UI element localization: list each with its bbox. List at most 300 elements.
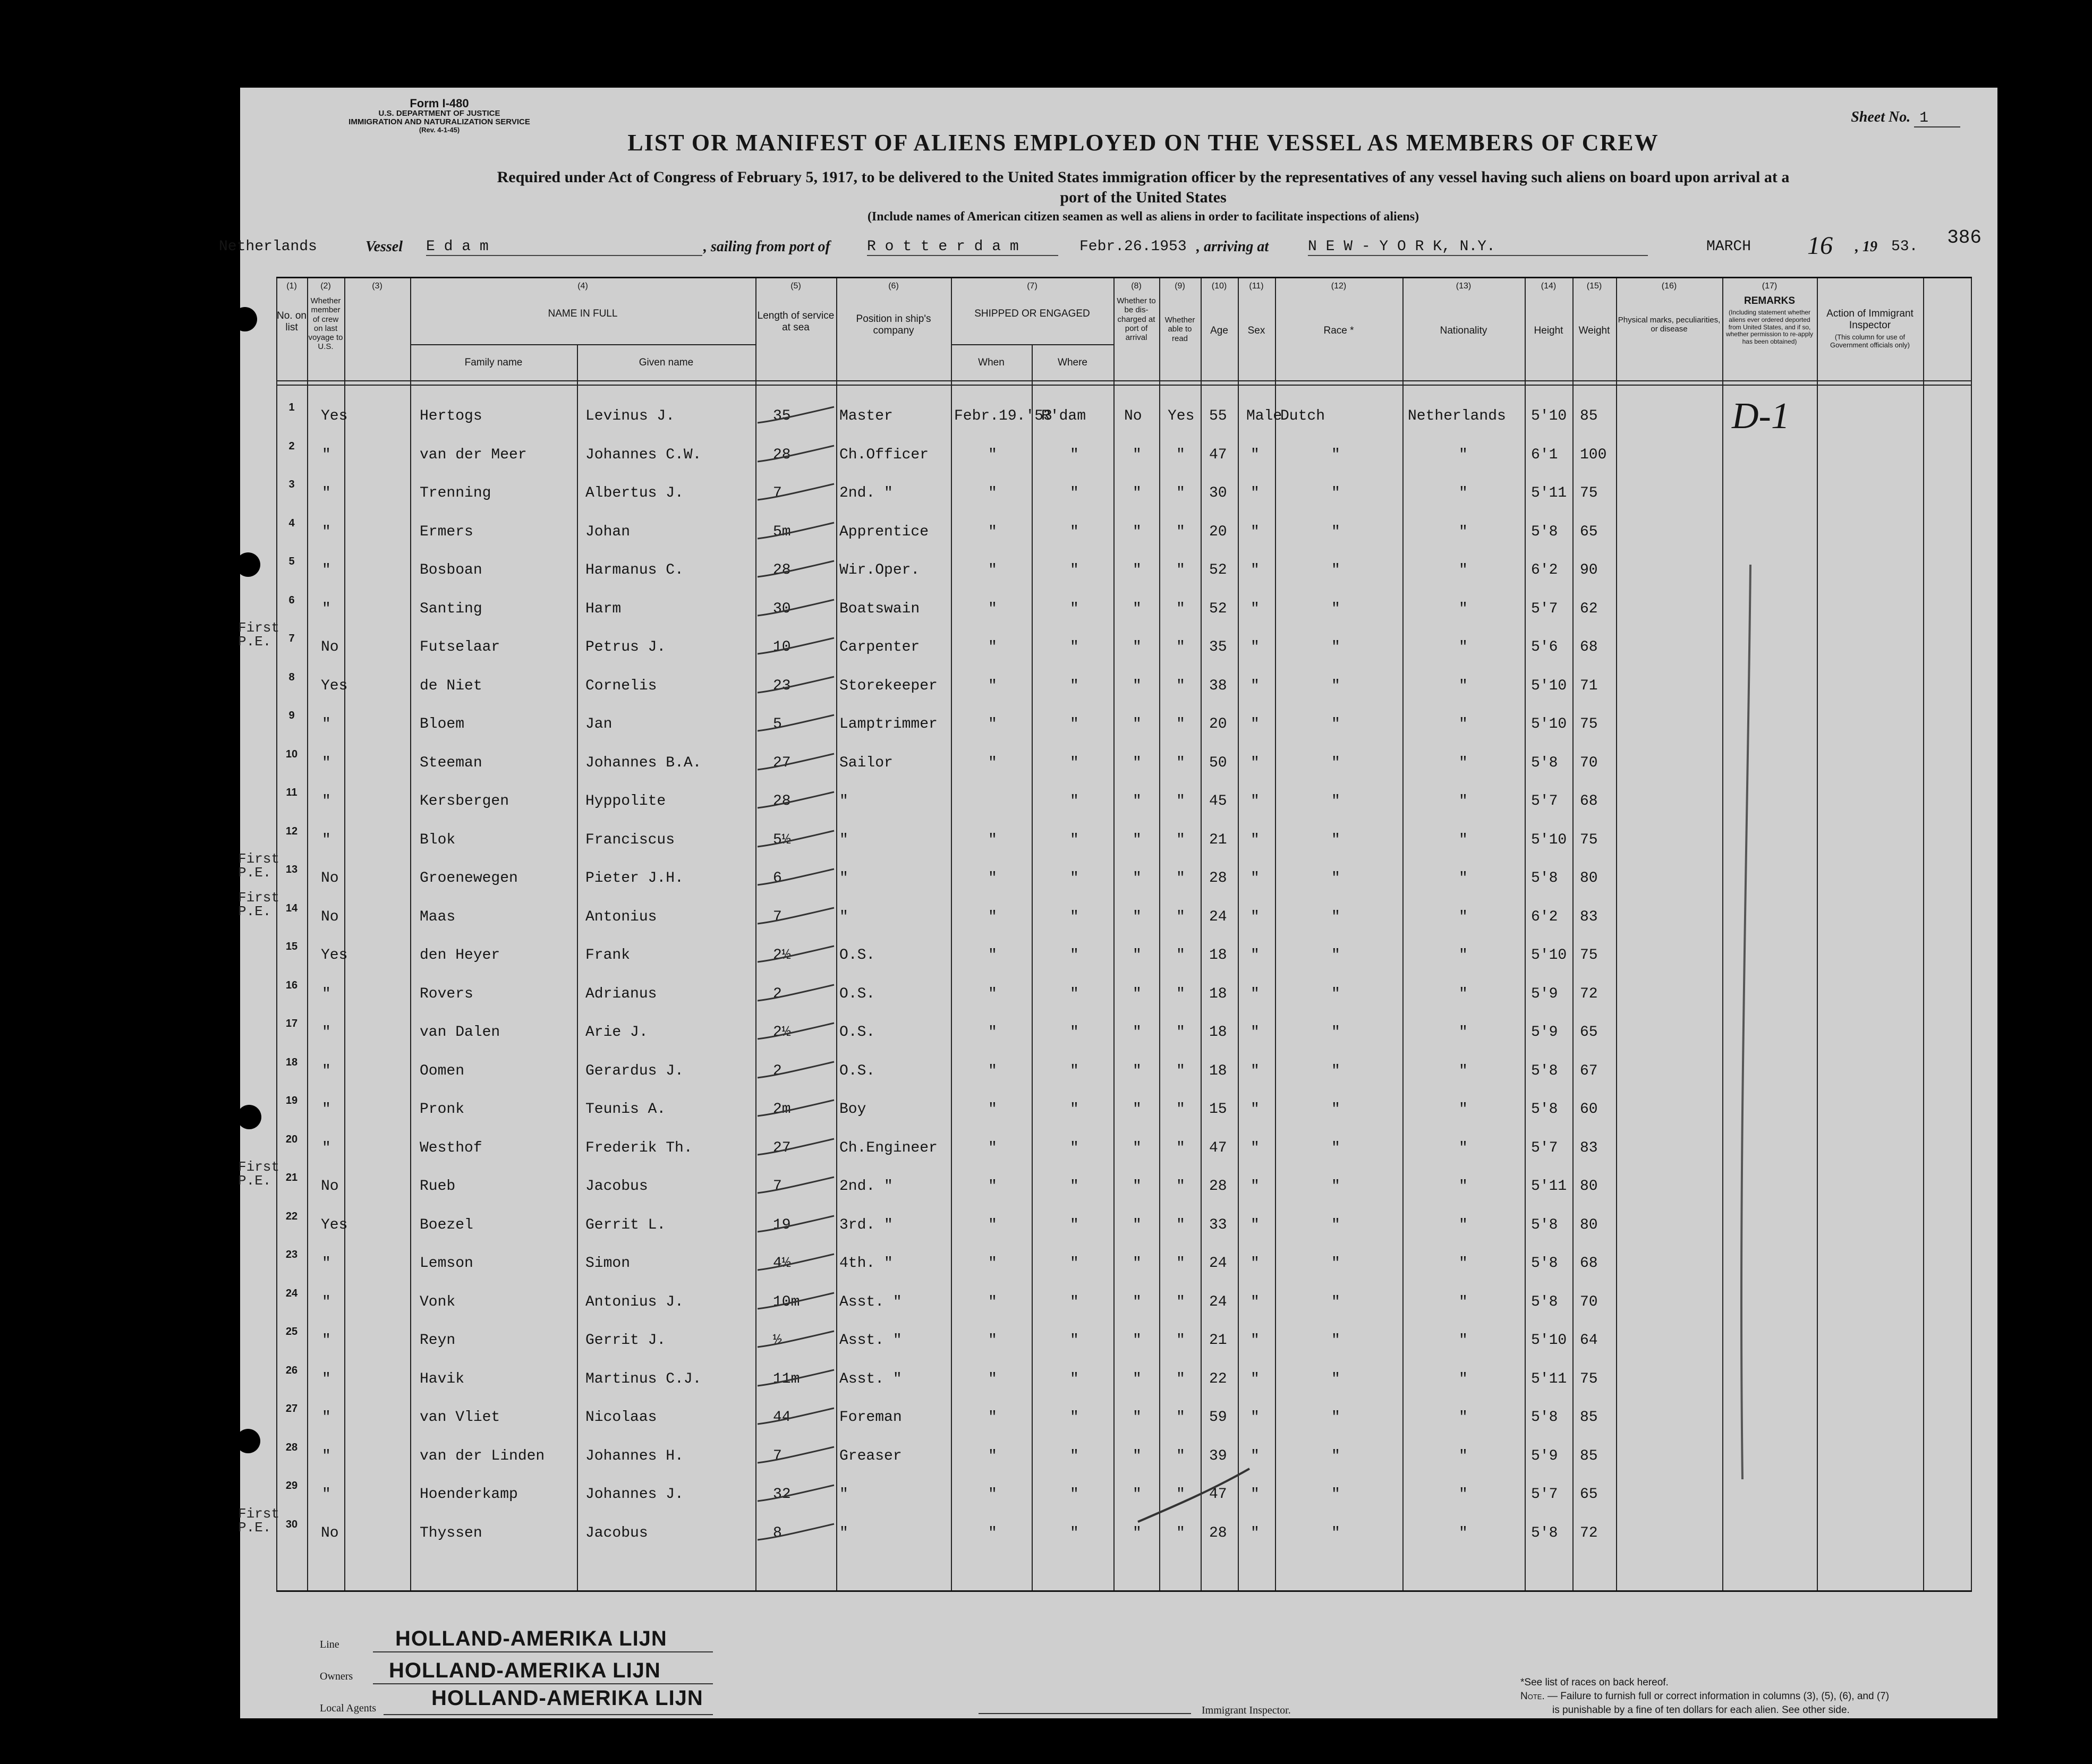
member-cell: Yes (321, 677, 348, 694)
sex-cell: " (1251, 446, 1260, 463)
discharge-cell: " (1133, 523, 1142, 540)
header-length-service: Length of service at sea (757, 310, 835, 333)
member-cell: " (322, 754, 331, 771)
header-member-last-voyage: Whether member of crew on last voyage to U.S. (308, 296, 343, 352)
sex-cell: " (1251, 870, 1260, 887)
nationality-cell: " (1459, 600, 1468, 617)
member-cell: " (322, 716, 331, 732)
col-number: (17) (1762, 282, 1778, 291)
age-cell: 22 (1209, 1370, 1227, 1387)
weight-cell: 64 (1580, 1332, 1598, 1349)
height-cell: 5'7 (1531, 1486, 1558, 1503)
discharge-cell: " (1133, 716, 1142, 732)
family-name-cell: Trenning (420, 485, 491, 501)
position-cell: Asst. " (839, 1332, 902, 1349)
read-cell: " (1176, 485, 1185, 501)
weight-cell: 80 (1580, 1216, 1598, 1233)
agents-value: HOLLAND-AMERIKA LIJN (431, 1686, 703, 1710)
row-number: 16 (285, 979, 298, 991)
age-cell: 33 (1209, 1216, 1227, 1233)
agents-label: Local Agents (320, 1702, 377, 1714)
col-number: (12) (1331, 282, 1347, 291)
discharge-cell: " (1133, 1178, 1142, 1195)
member-cell: " (322, 1370, 331, 1387)
row-number: 8 (288, 671, 295, 683)
sex-cell: " (1251, 793, 1260, 809)
read-cell: " (1176, 1139, 1185, 1156)
given-name-cell: Johan (585, 523, 631, 540)
read-cell: " (1176, 1216, 1185, 1233)
age-cell: 47 (1209, 446, 1227, 463)
weight-cell: 70 (1580, 754, 1598, 771)
read-cell: " (1176, 1293, 1185, 1310)
col-number: (5) (790, 282, 801, 291)
height-cell: 5'10 (1531, 1332, 1567, 1349)
sheet-number-value: 1 (1914, 110, 1960, 127)
shipped-when-cell: " (988, 1216, 997, 1233)
height-cell: 5'8 (1531, 1293, 1558, 1310)
shipped-where-cell: " (1070, 677, 1079, 694)
shipped-when-cell: " (988, 1024, 997, 1041)
weight-cell: 85 (1580, 1447, 1598, 1464)
row-number: 11 (286, 787, 297, 798)
row-number: 29 (285, 1480, 298, 1492)
discharge-cell: " (1133, 1139, 1142, 1156)
service-length-cell: 4½ (773, 1255, 791, 1272)
shipped-when-cell: " (988, 1370, 997, 1387)
sex-cell: " (1251, 639, 1260, 655)
weight-cell: 80 (1580, 870, 1598, 887)
punch-hole (236, 1429, 260, 1453)
race-cell: " (1331, 523, 1340, 540)
shipped-when-cell: " (988, 1486, 997, 1503)
race-cell: " (1331, 1216, 1340, 1233)
col-number: (1) (286, 282, 297, 291)
nationality-cell: " (1459, 1524, 1468, 1541)
given-name-cell: Teunis A. (585, 1101, 666, 1118)
col-number: (10) (1211, 282, 1227, 291)
position-cell: " (839, 831, 848, 848)
family-name-cell: Blok (420, 831, 456, 848)
service-length-cell: 2m (773, 1101, 791, 1118)
family-name-cell: Santing (420, 600, 482, 617)
punch-hole (237, 1105, 261, 1129)
nationality-cell: " (1459, 1178, 1468, 1195)
line-label: Line (320, 1639, 339, 1650)
sex-cell: " (1251, 754, 1260, 771)
discharge-cell: No (1124, 408, 1142, 424)
read-cell: " (1176, 1101, 1185, 1118)
given-name-cell: Harmanus C. (585, 562, 684, 578)
height-cell: 5'8 (1531, 1101, 1558, 1118)
given-name-cell: Harm (585, 600, 622, 617)
weight-cell: 72 (1580, 985, 1598, 1002)
shipped-where-cell: " (1070, 1447, 1079, 1464)
height-cell: 6'1 (1531, 446, 1558, 463)
sex-cell: " (1251, 677, 1260, 694)
discharge-cell: " (1133, 1409, 1142, 1426)
member-cell: No (321, 639, 339, 655)
weight-cell: 60 (1580, 1101, 1598, 1118)
line-underline (373, 1651, 713, 1652)
age-cell: 15 (1209, 1101, 1227, 1118)
vessel-label: Vessel (365, 238, 403, 255)
given-name-cell: Frank (585, 947, 631, 964)
given-name-cell: Petrus J. (585, 639, 666, 655)
shipped-where-cell: " (1070, 1139, 1079, 1156)
header-when: When (978, 357, 1005, 368)
age-cell: 21 (1209, 831, 1227, 848)
height-cell: 5'8 (1531, 1062, 1558, 1079)
header-given-name: Given name (639, 357, 694, 368)
shipped-where-cell: R'dam (1041, 408, 1086, 424)
family-name-cell: Ermers (420, 523, 473, 540)
header-weight: Weight (1578, 325, 1610, 336)
shipped-where-cell: " (1070, 1024, 1079, 1041)
service-length-cell: 8 (773, 1524, 782, 1541)
remarks-mark: D-1 (1732, 396, 1790, 437)
shipped-when-cell: " (988, 677, 997, 694)
member-cell: " (322, 1409, 331, 1426)
col-number: (15) (1586, 282, 1602, 291)
member-cell: " (322, 523, 331, 540)
header-position: Position in ship's company (856, 313, 931, 336)
height-cell: 5'8 (1531, 870, 1558, 887)
first-pe-note: First P.E. (238, 1505, 280, 1536)
age-cell: 18 (1209, 985, 1227, 1002)
race-cell: " (1331, 1062, 1340, 1079)
weight-cell: 75 (1580, 947, 1598, 964)
height-cell: 5'9 (1531, 1447, 1558, 1464)
position-cell: " (839, 908, 848, 925)
note-text-1: — Failure to furnish full or correct information in columns (3), (5), (6), and (7) (1547, 1691, 1890, 1702)
service-length-cell: 5 (773, 716, 782, 732)
shipped-where-cell: " (1070, 1178, 1079, 1195)
row-number: 19 (285, 1095, 298, 1106)
row-number: 23 (285, 1249, 298, 1260)
position-cell: " (839, 1524, 848, 1541)
agents-underline (384, 1714, 713, 1715)
discharge-cell: " (1133, 1024, 1142, 1041)
read-cell: " (1176, 1486, 1185, 1503)
form-revision: (Rev. 4-1-45) (419, 125, 460, 134)
given-name-cell: Levinus J. (585, 408, 675, 424)
position-cell: Wir.Oper. (839, 562, 920, 578)
family-name-cell: Bloem (420, 716, 465, 732)
service-length-cell: 2½ (773, 1024, 791, 1041)
row-number: 2 (288, 440, 295, 452)
height-cell: 5'9 (1531, 1024, 1558, 1041)
position-cell: 3rd. " (839, 1216, 893, 1233)
member-cell: " (322, 793, 331, 809)
shipped-when-cell: " (988, 947, 997, 964)
service-length-cell: 35 (773, 408, 791, 424)
weight-cell: 68 (1580, 793, 1598, 809)
given-name-cell: Johannes J. (585, 1486, 684, 1503)
family-name-cell: Lemson (420, 1255, 473, 1272)
nationality-cell: " (1459, 870, 1468, 887)
position-cell: Carpenter (839, 639, 920, 655)
position-cell: O.S. (839, 985, 875, 1002)
row-number: 25 (285, 1326, 298, 1337)
row-number: 1 (288, 402, 295, 413)
service-length-cell: 28 (773, 562, 791, 578)
shipped-where-cell: " (1070, 1370, 1079, 1387)
row-number: 14 (285, 902, 298, 914)
discharge-cell: " (1133, 600, 1142, 617)
discharge-cell: " (1133, 677, 1142, 694)
shipped-where-cell: " (1070, 985, 1079, 1002)
member-cell: No (321, 1178, 339, 1195)
discharge-cell: " (1133, 1332, 1142, 1349)
position-cell: O.S. (839, 1024, 875, 1041)
weight-cell: 68 (1580, 639, 1598, 655)
note-text-2: is punishable by a fine of ten dollars for each alien. See other side. (1552, 1705, 1850, 1716)
race-cell: " (1331, 985, 1340, 1002)
given-name-cell: Johannes H. (585, 1447, 684, 1464)
height-cell: 5'8 (1531, 1255, 1558, 1272)
subtitle-line-2: port of the United States (1060, 188, 1227, 206)
shipped-where-cell: " (1070, 1101, 1079, 1118)
header-race: Race * (1323, 325, 1354, 336)
discharge-cell: " (1133, 908, 1142, 925)
header-no-on-list: No. on list (277, 310, 307, 333)
read-cell: " (1176, 677, 1185, 694)
member-cell: " (322, 1101, 331, 1118)
sailing-label: , sailing from port of (703, 238, 830, 255)
port-of-arrival: N E W - Y O R K, N.Y. (1308, 238, 1648, 256)
member-cell: Yes (321, 408, 348, 424)
discharge-cell: " (1133, 1101, 1142, 1118)
read-cell: " (1176, 1062, 1185, 1079)
footer (277, 1596, 1972, 1716)
given-name-cell: Johannes B.A. (585, 754, 702, 771)
age-cell: 50 (1209, 754, 1227, 771)
nationality-cell: " (1459, 1101, 1468, 1118)
race-cell: " (1331, 485, 1340, 501)
weight-cell: 75 (1580, 831, 1598, 848)
position-cell: 2nd. " (839, 485, 893, 501)
read-cell: " (1176, 908, 1185, 925)
first-pe-note: First P.E. (238, 620, 280, 650)
height-cell: 5'8 (1531, 754, 1558, 771)
age-cell: 18 (1209, 1024, 1227, 1041)
member-cell: " (322, 1486, 331, 1503)
pencil-stroke (1138, 1469, 1249, 1522)
races-note: *See list of races on back hereof. (1520, 1677, 1669, 1688)
row-number: 21 (285, 1172, 298, 1183)
shipped-when-cell: " (988, 1139, 997, 1156)
position-cell: O.S. (839, 1062, 875, 1079)
height-cell: 5'7 (1531, 1139, 1558, 1156)
department-name: U.S. DEPARTMENT OF JUSTICE (378, 109, 500, 118)
header-sex: Sex (1247, 325, 1265, 336)
sex-cell: " (1251, 1293, 1260, 1310)
sex-cell: " (1251, 1178, 1260, 1195)
read-cell: " (1176, 870, 1185, 887)
family-name-cell: Steeman (420, 754, 482, 771)
given-name-cell: Franciscus (585, 831, 675, 848)
sheet-number-label: Sheet No. (1851, 109, 1911, 125)
header-action-inspector: Action of Immigrant Inspector (1826, 308, 1914, 331)
discharge-cell: " (1133, 985, 1142, 1002)
race-cell: " (1331, 908, 1340, 925)
read-cell: " (1176, 1447, 1185, 1464)
shipped-when-cell: " (988, 562, 997, 578)
sex-cell: " (1251, 831, 1260, 848)
service-length-cell: 10 (773, 639, 791, 655)
family-name-cell: Havik (420, 1370, 465, 1387)
discharge-cell: " (1133, 947, 1142, 964)
read-cell: " (1176, 985, 1185, 1002)
service-length-cell: 6 (773, 870, 782, 887)
sex-cell: " (1251, 1101, 1260, 1118)
sex-cell: " (1251, 908, 1260, 925)
position-cell: Asst. " (839, 1370, 902, 1387)
race-cell: " (1331, 716, 1340, 732)
discharge-cell: " (1133, 562, 1142, 578)
age-cell: 28 (1209, 1524, 1227, 1541)
given-name-cell: Arie J. (585, 1024, 648, 1041)
row-number: 4 (288, 517, 295, 529)
service-length-cell: 7 (773, 1447, 782, 1464)
height-cell: 5'7 (1531, 600, 1558, 617)
member-cell: " (322, 831, 331, 848)
race-cell: " (1331, 1139, 1340, 1156)
position-cell: Boy (839, 1101, 866, 1118)
arrival-year: 53. (1891, 238, 1918, 255)
race-cell: " (1331, 446, 1340, 463)
given-name-cell: Antonius J. (585, 1293, 684, 1310)
col-number: (9) (1175, 282, 1185, 291)
row-number: 20 (285, 1133, 298, 1145)
row-number: 13 (285, 864, 298, 875)
height-cell: 5'8 (1531, 1216, 1558, 1233)
family-name-cell: Vonk (420, 1293, 456, 1310)
weight-cell: 70 (1580, 1293, 1598, 1310)
age-cell: 52 (1209, 562, 1227, 578)
given-name-cell: Simon (585, 1255, 631, 1272)
member-cell: " (322, 1255, 331, 1272)
height-cell: 6'2 (1531, 908, 1558, 925)
sex-cell: " (1251, 1216, 1260, 1233)
weight-cell: 83 (1580, 908, 1598, 925)
nationality-cell: Netherlands (1408, 408, 1506, 424)
nationality-cell: " (1459, 562, 1468, 578)
member-cell: " (322, 562, 331, 578)
race-cell: " (1331, 562, 1340, 578)
shipped-when-cell: " (988, 600, 997, 617)
position-cell: Greaser (839, 1447, 902, 1464)
sex-cell: " (1251, 947, 1260, 964)
sex-cell: " (1251, 485, 1260, 501)
height-cell: 5'9 (1531, 985, 1558, 1002)
shipped-where-cell: " (1070, 446, 1079, 463)
subtitle-line-1: Required under Act of Congress of February 5, 1917, to be delivered to the United States immigration officer by the representatives of any vessel having such aliens on board upon arrival at a (497, 168, 1790, 186)
shipped-where-cell: " (1070, 716, 1079, 732)
nationality-cell: " (1459, 1409, 1468, 1426)
discharge-cell: " (1133, 1216, 1142, 1233)
shipped-where-cell: " (1070, 754, 1079, 771)
inspector-underline (979, 1713, 1191, 1714)
age-cell: 35 (1209, 639, 1227, 655)
line-value: HOLLAND-AMERIKA LIJN (395, 1627, 667, 1650)
race-cell: Dutch (1280, 408, 1325, 424)
given-name-cell: Pieter J.H. (585, 870, 684, 887)
header-remarks: REMARKS (1744, 295, 1796, 306)
page-code: 386 (1947, 227, 1982, 249)
vessel-name: E d a m (426, 238, 702, 256)
age-cell: 24 (1209, 1255, 1227, 1272)
member-cell: " (322, 985, 331, 1002)
weight-cell: 100 (1580, 446, 1607, 463)
row-number: 22 (285, 1210, 298, 1222)
shipped-when-cell: " (988, 446, 997, 463)
family-name-cell: Pronk (420, 1101, 465, 1118)
age-cell: 52 (1209, 600, 1227, 617)
height-cell: 5'7 (1531, 793, 1558, 809)
position-cell: Apprentice (839, 523, 929, 540)
read-cell: " (1176, 1178, 1185, 1195)
shipped-where-cell: " (1070, 1486, 1079, 1503)
shipped-where-cell: " (1070, 793, 1079, 809)
position-cell: Master (839, 408, 893, 424)
height-cell: 5'11 (1531, 1178, 1567, 1195)
nationality-cell: " (1459, 1293, 1468, 1310)
position-cell: O.S. (839, 947, 875, 964)
race-cell: " (1331, 1332, 1340, 1349)
weight-cell: 85 (1580, 1409, 1598, 1426)
form-number: Form I-480 (410, 97, 469, 110)
manifest-sheet (219, 88, 1997, 1718)
read-cell: " (1176, 1524, 1185, 1541)
read-cell: " (1176, 754, 1185, 771)
weight-cell: 65 (1580, 523, 1598, 540)
discharge-cell: " (1133, 1255, 1142, 1272)
discharge-cell: " (1133, 793, 1142, 809)
member-cell: No (321, 1524, 339, 1541)
service-length-cell: 27 (773, 1139, 791, 1156)
member-cell: " (322, 485, 331, 501)
member-cell: " (322, 1447, 331, 1464)
age-cell: 30 (1209, 485, 1227, 501)
family-name-cell: Futselaar (420, 639, 500, 655)
sex-cell: " (1251, 562, 1260, 578)
member-cell: " (322, 1024, 331, 1041)
race-cell: " (1331, 1101, 1340, 1118)
subtitle-instructions: (Include names of American citizen seamen as well as aliens in order to facilitate inspections of aliens) (867, 210, 1419, 224)
owners-underline (373, 1683, 713, 1684)
given-name-cell: Albertus J. (585, 485, 684, 501)
weight-cell: 75 (1580, 485, 1598, 501)
first-pe-note: First P.E. (238, 1159, 280, 1189)
vessel-flag: Netherlands (219, 238, 317, 255)
position-cell: Storekeeper (839, 677, 938, 694)
family-name-cell: Maas (420, 908, 456, 925)
sex-cell: " (1251, 1024, 1260, 1041)
read-cell: " (1176, 523, 1185, 540)
shipped-where-cell: " (1070, 639, 1079, 655)
sex-cell: " (1251, 1447, 1260, 1464)
sex-cell: " (1251, 1524, 1260, 1541)
race-cell: " (1331, 1024, 1340, 1041)
weight-cell: 90 (1580, 562, 1598, 578)
first-pe-note: First P.E. (238, 889, 280, 919)
race-cell: " (1331, 793, 1340, 809)
race-cell: " (1331, 1293, 1340, 1310)
discharge-cell: " (1133, 831, 1142, 848)
shipped-when-cell: " (988, 523, 997, 540)
